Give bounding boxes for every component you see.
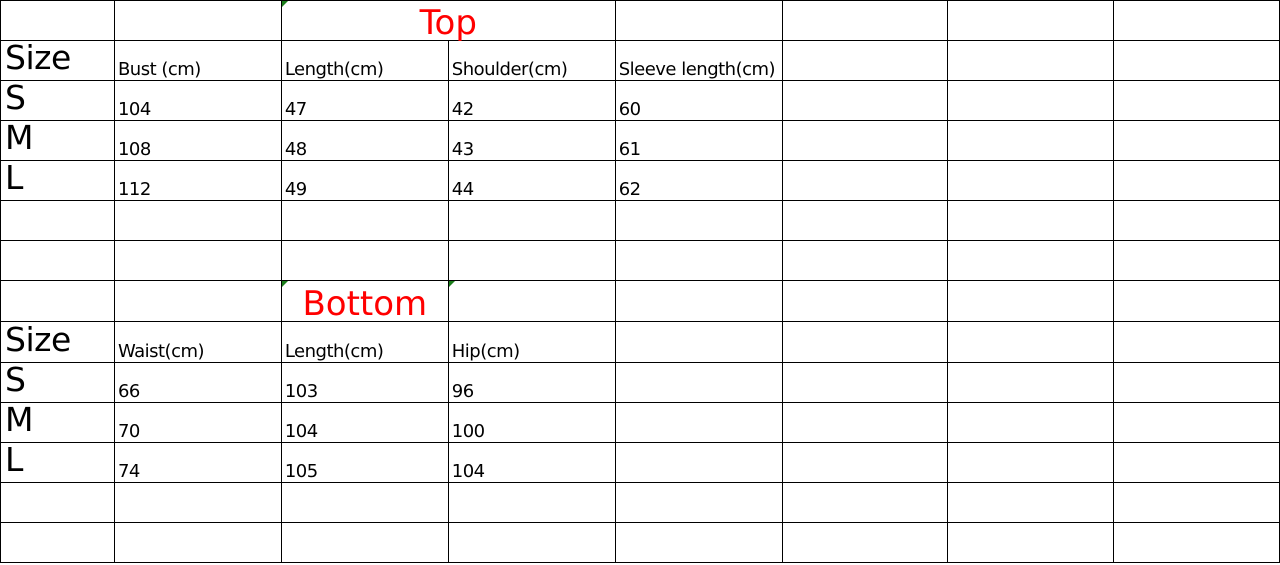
value-cell[interactable]: 61 [615,121,782,161]
value-cell[interactable]: 48 [281,121,448,161]
value-cell[interactable]: 74 [114,443,281,483]
header-cell-length[interactable]: Length(cm) [281,322,448,363]
value-cell[interactable]: 105 [281,443,448,483]
cell[interactable] [1,281,115,322]
table-row [1,443,1280,483]
cell[interactable] [1114,363,1280,403]
value-cell[interactable]: 43 [448,121,615,161]
cell[interactable] [948,443,1114,483]
cell[interactable] [948,1,1114,41]
empty-row [1,523,1280,563]
cell[interactable] [448,281,615,322]
cell[interactable] [1114,443,1280,483]
cell[interactable] [948,201,1114,241]
cell[interactable] [615,241,782,281]
header-cell-shoulder[interactable]: Shoulder(cm) [448,41,615,81]
size-cell[interactable]: M [1,121,115,161]
empty-row [1,241,1280,281]
cell[interactable] [1114,161,1280,201]
header-cell-size[interactable]: Size [1,322,115,363]
cell[interactable] [948,161,1114,201]
cell[interactable] [1114,241,1280,281]
cell[interactable] [1114,81,1280,121]
cell[interactable] [948,403,1114,443]
value-cell[interactable]: 100 [448,403,615,443]
cell[interactable] [948,483,1114,523]
table-row [1,161,1280,201]
cell[interactable] [448,241,615,281]
comment-marker [449,281,455,287]
cell[interactable] [1,201,115,241]
cell[interactable] [948,363,1114,403]
cell[interactable] [114,1,281,41]
value-cell[interactable]: 104 [448,443,615,483]
value-cell[interactable]: 104 [114,81,281,121]
cell[interactable] [1,523,115,563]
bottom-title-row [1,281,1280,322]
cell[interactable] [782,363,948,403]
cell[interactable] [782,1,948,41]
bottom-header-row [1,322,1280,363]
comment-marker [282,281,288,287]
cell[interactable] [782,41,948,81]
cell[interactable] [948,41,1114,81]
cell[interactable] [948,322,1114,363]
cell[interactable] [782,121,948,161]
cell[interactable] [114,483,281,523]
header-cell-size[interactable]: Size [1,41,115,81]
table-row [1,403,1280,443]
cell[interactable] [782,281,948,322]
cell[interactable] [281,201,448,241]
cell[interactable] [1114,322,1280,363]
bottom-title: Bottom [302,284,428,324]
cell[interactable] [1114,403,1280,443]
table-row [1,121,1280,161]
header-cell-sleeve-length[interactable]: Sleeve length(cm) [615,41,782,81]
value-cell[interactable]: 42 [448,81,615,121]
cell[interactable] [448,523,615,563]
cell[interactable] [281,241,448,281]
top-title: Top [419,3,477,43]
cell[interactable] [114,241,281,281]
value-cell[interactable]: 104 [281,403,448,443]
value-cell[interactable]: 47 [281,81,448,121]
table-row [1,363,1280,403]
cell[interactable] [615,523,782,563]
value-cell[interactable]: 108 [114,121,281,161]
table-row [1,81,1280,121]
size-cell[interactable]: S [1,363,115,403]
header-cell-waist[interactable]: Waist(cm) [114,322,281,363]
value-cell[interactable]: 112 [114,161,281,201]
cell[interactable] [114,201,281,241]
empty-row [1,201,1280,241]
cell[interactable] [948,81,1114,121]
cell[interactable] [948,241,1114,281]
cell[interactable] [948,121,1114,161]
empty-row [1,483,1280,523]
cell[interactable] [448,201,615,241]
cell[interactable] [1114,1,1280,41]
cell[interactable] [1114,483,1280,523]
cell[interactable] [114,281,281,322]
value-cell[interactable]: 49 [281,161,448,201]
cell[interactable] [615,403,782,443]
header-cell-bust[interactable]: Bust (cm) [114,41,281,81]
size-cell[interactable]: M [1,403,115,443]
value-cell[interactable]: 66 [114,363,281,403]
value-cell[interactable]: 70 [114,403,281,443]
cell[interactable] [1114,201,1280,241]
cell[interactable] [782,403,948,443]
cell[interactable] [615,322,782,363]
cell[interactable] [782,443,948,483]
cell[interactable] [948,523,1114,563]
comment-marker [282,1,288,7]
cell[interactable] [782,161,948,201]
top-title-row [1,1,1280,41]
cell[interactable] [1114,281,1280,322]
cell[interactable] [1,1,115,41]
cell[interactable] [114,523,281,563]
cell[interactable] [782,241,948,281]
cell[interactable] [448,483,615,523]
top-title-cell[interactable] [281,1,615,41]
cell[interactable] [782,483,948,523]
header-cell-length[interactable]: Length(cm) [281,41,448,81]
cell[interactable] [281,523,448,563]
cell[interactable] [1,483,115,523]
value-cell[interactable]: 44 [448,161,615,201]
cell[interactable] [1114,523,1280,563]
value-cell[interactable]: 60 [615,81,782,121]
value-cell[interactable]: 62 [615,161,782,201]
cell[interactable] [782,322,948,363]
cell[interactable] [1,241,115,281]
cell[interactable] [782,201,948,241]
bottom-title-cell[interactable] [281,281,448,322]
cell[interactable] [948,281,1114,322]
top-header-row [1,41,1280,81]
cell[interactable] [782,523,948,563]
cell[interactable] [1114,41,1280,81]
size-cell[interactable]: L [1,161,115,201]
cell[interactable] [615,443,782,483]
cell[interactable] [281,483,448,523]
cell[interactable] [615,201,782,241]
cell[interactable] [615,363,782,403]
cell[interactable] [615,281,782,322]
header-cell-hip[interactable]: Hip(cm) [448,322,615,363]
cell[interactable] [615,1,782,41]
cell[interactable] [782,81,948,121]
size-cell[interactable]: L [1,443,115,483]
size-cell[interactable]: S [1,81,115,121]
value-cell[interactable]: 96 [448,363,615,403]
cell[interactable] [1114,121,1280,161]
value-cell[interactable]: 103 [281,363,448,403]
cell[interactable] [615,483,782,523]
